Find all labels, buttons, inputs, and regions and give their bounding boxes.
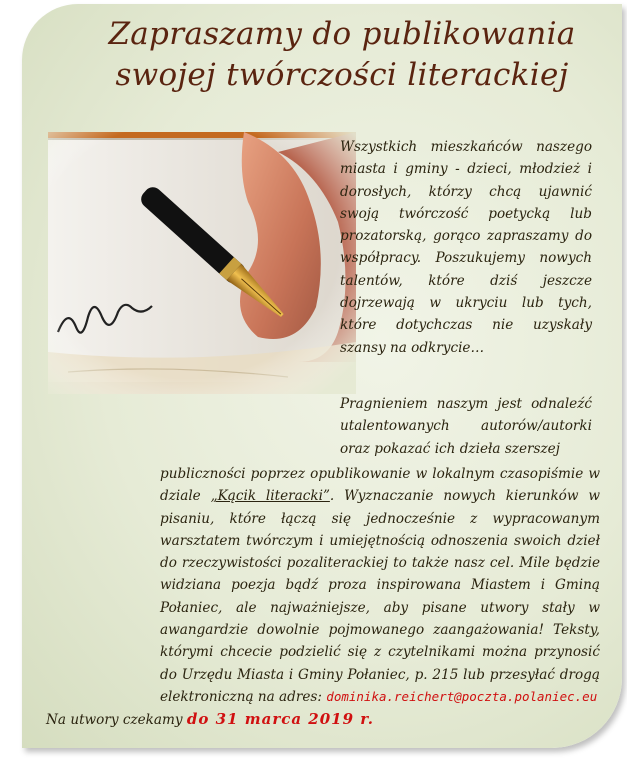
title-line-2: swojej twórczości literackiej xyxy=(115,57,569,93)
email-link[interactable]: dominika.reichert@poczta.polaniec.eu xyxy=(326,688,598,704)
goal-paragraph-lead: publiczności poprzez opublikowanie w lokalnym czasopiśmie w dziale xyxy=(160,466,600,505)
section-name: „Kącik literacki” xyxy=(210,488,330,505)
goal-paragraph-body xyxy=(46,463,600,732)
goal-paragraph-rest: . Wyznaczanie nowych kierunków w pisaniu, które łączą się jednocześnie z wypracowanym warsztatem twórczym i umiejętnością odnoszenia swoich dzieł do rzeczywistości pozaliterackiej to także nasz cel. Mile będzie widziana poezja bądź proza inspirowana Miastem i Gminą Połaniec, ale najważniejsze, aby pisane utwory stały w awangardzie dowolnie pojmowanego zaangażowania! Teksty, którymi chcecie podzielić się z czytelnikami można przynosić do Urzędu Miasta i Gminy Połaniec, p. 215 lub przesyłać drogą elektroniczną na adres: xyxy=(160,488,600,705)
goal-paragraph-text xyxy=(46,463,600,708)
page-title xyxy=(62,14,622,96)
title-line-1: Zapraszamy do publikowania xyxy=(108,16,576,52)
invitation-paragraph: Wszystkich mieszkańców naszego miasta i gminy - dzieci, młodzież i dorosłych, którzy chcą ujawnić swoją twórczość poetycką lub prozatorską, gorąco zapraszamy do współpracy. Poszukujemy nowych talentów, które dziś jeszcze dojrzewają w ukryciu lub tych, które dotychczas nie uzyskały szansy na odkrycie… xyxy=(340,139,592,356)
deadline-date: do 31 marca 2019 r. xyxy=(186,710,375,729)
deadline-label: Na utwory czekamy xyxy=(46,712,187,729)
goal-paragraph-start: Pragnieniem naszym jest odnaleźć utalentowanych autorów/autorki oraz pokazać ich dzieła szerszej xyxy=(340,396,592,457)
fountain-pen-writing-icon xyxy=(48,132,356,394)
deadline-line xyxy=(46,708,600,731)
